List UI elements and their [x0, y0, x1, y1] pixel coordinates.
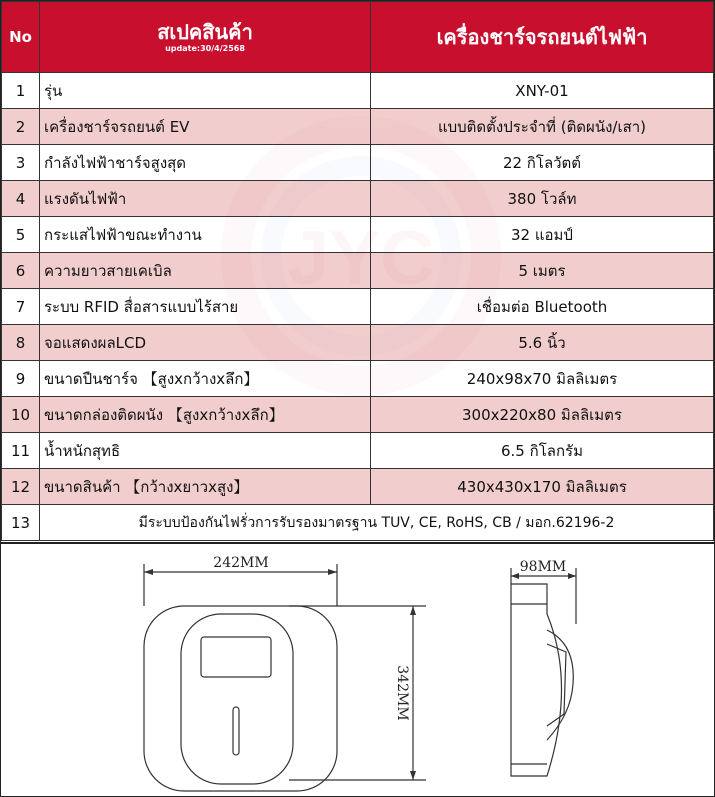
spec-row: [2, 433, 714, 469]
spec-row: [2, 145, 714, 181]
front-view-body: [144, 606, 337, 791]
header-spec-title: สเปคสินค้า: [157, 20, 253, 44]
row-value: 240x98x70 มิลลิเมตร: [371, 361, 714, 397]
row-number: 6: [2, 253, 40, 289]
spec-row: [2, 469, 714, 505]
row-number: 4: [2, 181, 40, 217]
row-number: 1: [2, 73, 40, 109]
row-number: 3: [2, 145, 40, 181]
spec-row: [2, 397, 714, 433]
row-label: รุ่น: [40, 73, 371, 109]
row-number: 7: [2, 289, 40, 325]
row-value: 430x430x170 มิลลิเมตร: [371, 469, 714, 505]
spec-table: [1, 1, 714, 541]
row-label: ระบบ RFID สื่อสารแบบไร้สาย: [40, 289, 371, 325]
front-view-inner-panel: [181, 614, 293, 784]
row-number: 10: [2, 397, 40, 433]
row-number: 12: [2, 469, 40, 505]
row-label: กระแสไฟฟ้าขณะทำงาน: [40, 217, 371, 253]
width-dimension-label: 242MM: [213, 555, 269, 571]
row-value: 300x220x80 มิลลิเมตร: [371, 397, 714, 433]
row-label: ความยาวสายเคเบิล: [40, 253, 371, 289]
spec-row: [2, 325, 714, 361]
header-no: No: [2, 2, 40, 73]
spec-row: [2, 217, 714, 253]
drawing-canvas: [1, 544, 714, 797]
header-product: เครื่องชาร์จรถยนต์ไฟฟ้า: [371, 2, 714, 73]
row-value: XNY-01: [371, 73, 714, 109]
spec-row: [2, 109, 714, 145]
row-label: น้ำหนักสุทธิ: [40, 433, 371, 469]
row-value: 22 กิโลวัตต์: [371, 145, 714, 181]
spec-row: [2, 361, 714, 397]
row-label: จอแสดงผลLCD: [40, 325, 371, 361]
header-update-date: update:30/4/2568: [165, 44, 245, 53]
header-spec: [40, 2, 371, 73]
row-value: 6.5 กิโลกรัม: [371, 433, 714, 469]
row-number: 11: [2, 433, 40, 469]
row-label: ขนาดสินค้า 【กว้างxยาวxสูง】: [40, 469, 371, 505]
row-label: กำลังไฟฟ้าชาร์จสูงสุด: [40, 145, 371, 181]
technical-drawing: [1, 542, 714, 797]
row-value: 5 เมตร: [371, 253, 714, 289]
certification-text: มีระบบป้องกันไฟรั่วการรับรองมาตรฐาน TUV, CE, RoHS, CB / มอก.62196-2: [40, 505, 714, 541]
row-value: 5.6 นิ้ว: [371, 325, 714, 361]
side-view-body: [511, 584, 562, 776]
height-dimension-label: 342MM: [394, 665, 410, 721]
header-row: [2, 2, 714, 73]
row-label: ขนาดปืนชาร์จ 【สูงxกว้างxลึก】: [40, 361, 371, 397]
row-number: 8: [2, 325, 40, 361]
spec-row-certification: [2, 505, 714, 541]
lcd-screen: [201, 637, 271, 677]
row-label: เครื่องชาร์จรถยนต์ EV: [40, 109, 371, 145]
row-value: 32 แอมป์: [371, 217, 714, 253]
row-number: 9: [2, 361, 40, 397]
row-number: 5: [2, 217, 40, 253]
spec-row: [2, 253, 714, 289]
led-slot: [233, 707, 239, 755]
spec-row: [2, 73, 714, 109]
spec-row: [2, 181, 714, 217]
depth-dimension-label: 98MM: [519, 559, 567, 575]
row-number: 2: [2, 109, 40, 145]
row-value: 380 โวล์ท: [371, 181, 714, 217]
row-number: 13: [2, 505, 40, 541]
row-label: ขนาดกล่องติดผนัง 【สูงxกว้างxลึก】: [40, 397, 371, 433]
row-value: แบบติดตั้งประจำที่ (ติดผนัง/เสา): [371, 109, 714, 145]
spec-row: [2, 289, 714, 325]
row-value: เชื่อมต่อ Bluetooth: [371, 289, 714, 325]
row-label: แรงดันไฟฟ้า: [40, 181, 371, 217]
